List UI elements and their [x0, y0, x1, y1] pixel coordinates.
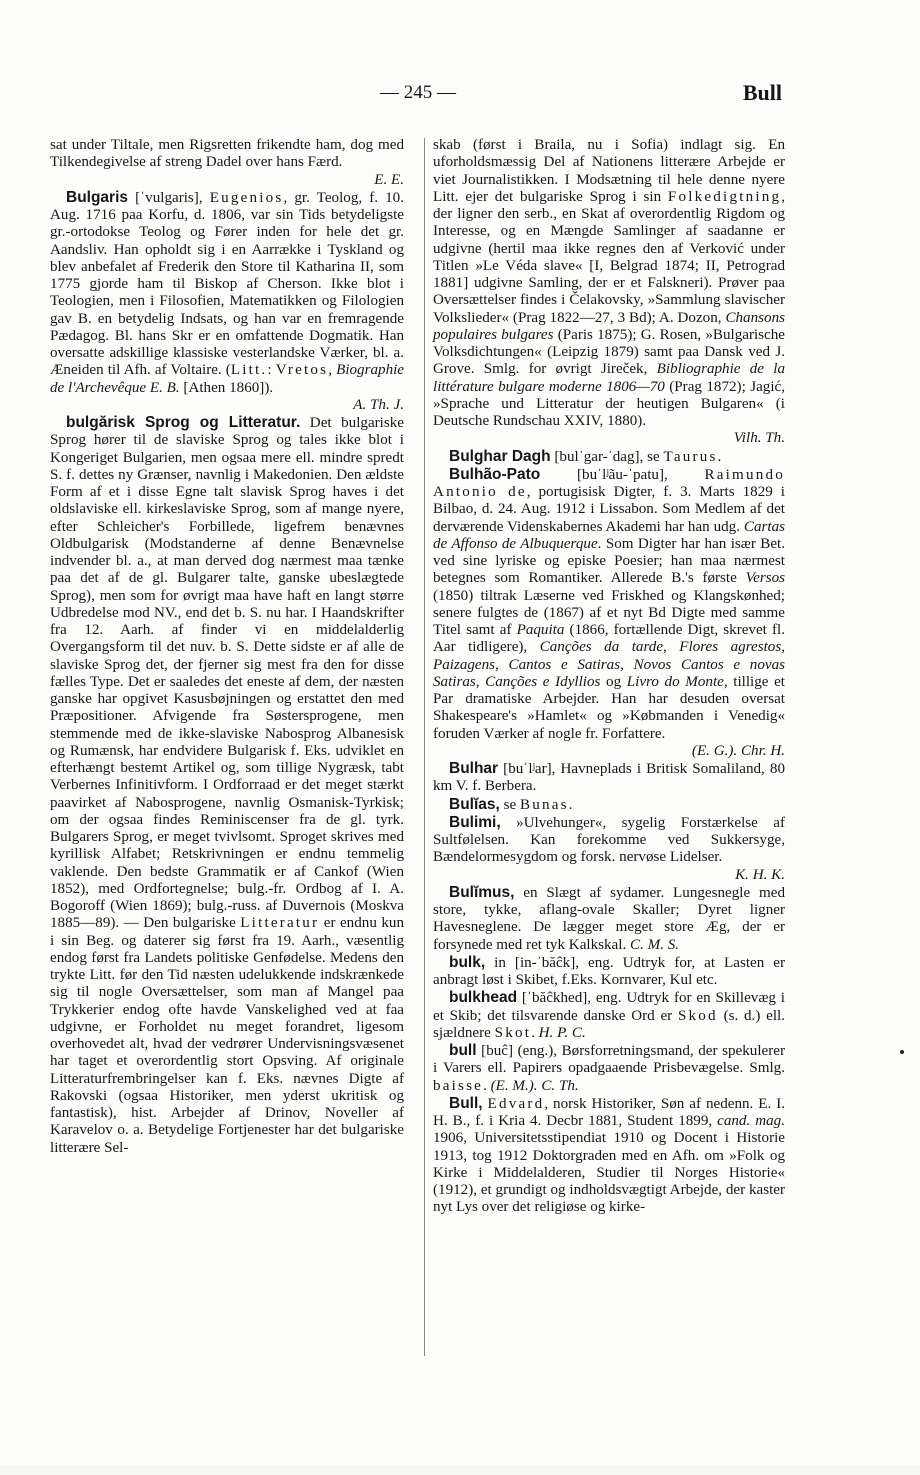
- entry-text: se: [499, 796, 520, 813]
- entry-text: 1906, Universitetsstipendiat 1910 og Docent i Historie 1913, tog 1912 Doktorgraden med en Afh. om »Folk og Kirke i Middelalderen, Studier til Norges Historie« (1912), et grundigt og indholdsvægtigt Arbejde, der kaster nyt Lys over det religiøse og kirke-: [433, 1130, 785, 1216]
- entry-bulias: [433, 796, 785, 814]
- author-signature: (E. M.). C. Th.: [490, 1077, 579, 1094]
- entry-bulkhead: [433, 989, 785, 1042]
- entry-bulhao-pato: [433, 466, 785, 760]
- author-signature: C. M. S.: [630, 936, 680, 953]
- entry-text: :: [267, 362, 276, 379]
- headword: Bulhão-Pato: [449, 465, 541, 483]
- cross-reference: Taurus: [663, 448, 718, 465]
- column-divider: [424, 138, 425, 1356]
- person-name: Edvard: [487, 1095, 545, 1112]
- headword: Bulghar Dagh: [449, 447, 551, 465]
- entry-text: er endnu kun i sin Beg. og daterer sig først fra 19. Aarh., væsentlig endog først fra Landets politiske Genfødelse. Medens den trykte Litt. før den Tid næsten udelukkende indskrænkede sig til nogle Oversættelser, som man af Mangel paa Trykkerier endog ofte havde Vanskelighed ved at faa udgivne, er Forholdet nu meget forandret, ligesom overhovedet alt, hvad der vedrører Undervisningsvæsenet har taget et overordentlig stort Opsving. Af originale Litteraturfrembringelser kan f. Eks. nævnes Digte af Rakovski (ogsaa Historiker, men yderst ukritisk og fantastisk), hist. Arbejder af Drinov, Noveller af Karavelov o. a. Betydelige Fortjenester har det bulgariske litterære Sel-: [50, 915, 404, 1156]
- entry-bull-edvard: [433, 1095, 785, 1217]
- entry-text: [buˈlʲar], Havneplads i Britisk Somaliland, 80 km V. f. Berbera.: [433, 761, 785, 795]
- pronunciation: [ˈvulgaris],: [128, 189, 210, 206]
- headword: Bulimi,: [449, 813, 501, 831]
- entry-bull-eng: [433, 1042, 785, 1095]
- headword: bulkhead: [449, 989, 518, 1007]
- cross-reference: Skod: [677, 1007, 718, 1024]
- entry-text: , portugisisk Digter, f. 3. Marts 1829 i Bilbao, d. 24. Aug. 1912 i Lissabon. Som Medlem af det derværende Videnskabernes Akademi har han udg.: [433, 484, 785, 535]
- entry-continuation: [433, 137, 785, 448]
- entry-text: en Slægt af sydamer. Lungesnegle med store, tykke, aflang-ovale Skaller; Dyret ligner Havesneglene. De lægger meget store Æg, der er forsynede med ret tyk Kalkskal.: [433, 884, 785, 953]
- page-edge: [0, 1465, 920, 1475]
- headword: Bulĭas,: [449, 795, 500, 813]
- entry-bulgarisk: [50, 414, 404, 1157]
- headword: bulk,: [449, 953, 486, 971]
- entry-text: .: [483, 1077, 491, 1094]
- entry-text: sat under Tiltale, men Rigsretten frikendte ham, dog med Tilkendegivelse af streng Dadel over hans Færd.: [50, 137, 404, 171]
- entry-text: (s. d.) ell. sjældnere: [433, 1007, 785, 1041]
- literature-label: Litt.: [230, 362, 268, 379]
- work-title: Cartas de Affonso de Albuquerque: [433, 518, 785, 552]
- entry-text: [buĉ] (eng.), Børsforretningsmand, der spekulerer i Varers ell. Papirers opadgaaende Prisbevægelse. Smlg.: [433, 1043, 785, 1077]
- author-signature: H. P. C.: [538, 1024, 586, 1041]
- headword: Bulhar: [449, 760, 499, 777]
- page-number: — 245 —: [380, 82, 456, 103]
- pronunciation: [buˈlʲãu-ˈpatu],: [540, 466, 705, 483]
- entry-bulhar: [433, 760, 785, 796]
- entry-text: »Ulvehunger«, sygelig Forstærkelse af Sultfølelsen. Kan forekomme ved Sukkersyge, Bændelormesygdom og forsk. nervøse Lidelser.: [433, 814, 785, 866]
- entry-bulgaris: [50, 189, 404, 414]
- headword: Bulgaris: [66, 188, 129, 206]
- work-title: Biographie de l'Archevêque E. B.: [50, 362, 405, 396]
- entry-text: (Paris 1875); G. Rosen, »Bulgarische Volksdichtungen« (Leipzig 1879) samt paa Dansk ved J. Grove. Smlg. for øvrigt Jireček,: [433, 326, 785, 378]
- work-title: Canções da tarde, Flores agrestos, Paizagens, Cantos e Satiras, Novos Cantos e novas Satiras, Canções e Idyllios: [433, 639, 785, 690]
- entry-text: og: [600, 673, 627, 690]
- entry-text: Det bulgariske Sprog hører til de slaviske Sprog og tales ikke blot i Kongeriget Bulgarien, men ogsaa mere ell. mindre spredt S. f. dettes ny Grænser, navnlig i Makedonien. Den ældste Form af et i disse Egne talt slavisk Sprog haves i det oldslaviske ell. kirkeslaviske Sprog, som af mange nyere, efter Schleicher's Forbillede, ligefrem benævnes Oldbulgarisk (Modstanderne af denne Benævnelse indvender bl. a., at man derved dog nærmest maa tænke paa det af de gl. Bulgarer talte, ganske ubeslægtede Sprog), men som for øvrigt maa have haft en langt større Udbredelse mod NV., end det b. S. nu har. I Haandskrifter fra 12. Aarh. af finder vi en middelalderlig Overgangsform til det nuv. b. S. Dette sidste er af alle de slaviske Sprog det, der fjerner sig mest fra den for disse fælles Type. Det er saaledes det eneste af dem, der næsten ganske har opgivet Kasusbøjningen og erstattet den med Præpositioner. Afvigende fra Søstersprogene, men stemmende med de ikke-slaviske Nabosprog Albanesisk og Rumænsk, har endvidere Bulgarisk f. Eks. udviklet en efterhængt bestemt Artikel og, som tillige Nygræsk, tabt Verbernes Infinitivform. I Ordforraad er det meget stærkt paavirket af Nabosprogene, navnlig Osmanisk-Tyrkisk; om der ogsaa findes Reminiscenser fra de gl. tyrk. Bulgarers Sprog, er meget tvivlsomt. Sproget skrives med kyrillisk Alfabet; Retskrivningen er endnu temmelig vaklende. Den bedste Grammatik er af Cankof (Wien 1852), med Ordfortegnelse; bulg.-fr. Ordbog af I. A. Bogoroff (Wien 1869); bulg.-russ. af Duvernois (Moskva 1885—89). — Den bulgariske: [50, 415, 404, 932]
- headword: bulgărisk Sprog og Litteratur.: [66, 414, 301, 431]
- cross-reference: Bunas: [519, 796, 569, 813]
- headword: bull: [449, 1042, 477, 1059]
- author-signature: (E. G.). Chr. H.: [691, 742, 785, 759]
- headword: Bulĭmus,: [449, 883, 515, 901]
- author-signature: E. E.: [374, 171, 404, 188]
- spaced-term: Litteratur: [240, 915, 320, 932]
- entry-bulghar-dagh: [433, 448, 785, 466]
- cross-reference: baisse: [433, 1077, 484, 1094]
- entry-text: , tillige et Par dramatiske Arbejder. Han har desuden oversat Shakespeare's »Hamlet« og »Købmanden i Venedig« foruden Værker af nogle fr. Forfattere.: [433, 673, 785, 742]
- cross-reference: Skot: [494, 1024, 532, 1041]
- entry-text: , norsk Historiker, Søn af nedenn. E. I. H. B., f. i Kria 4. Decbr 1881, Student 1899,: [433, 1095, 785, 1129]
- entry-text: [ˈbăĉkhed], eng. Udtryk for en Skillevæg i et Skib; det tilsvarende danske Ord er: [433, 990, 785, 1024]
- work-title: Versos: [745, 570, 785, 587]
- entry-text: ,: [328, 362, 337, 379]
- entry-text: , der ligner den serb., en Skat af overordentlig Rigdom og Interesse, og en Mængde Samlinger af saadanne er udgivne (hertil maa ikke regnes den af Verković under Titlen »Le Véda slave« [I, Belgrad 1874; II, Petrograd 1881] udgivne Samling, der er et Falskneri). Prøver paa Oversættelser findes i Čelakovsky, »Sammlung slavischer Volkslieder« (Prag 1822—27, 3 Bd); A. Dozon,: [433, 188, 785, 326]
- left-column: [50, 137, 404, 1157]
- person-name: Eugenios: [209, 189, 284, 206]
- scan-speck: [900, 1050, 904, 1054]
- entry-text: skab (først i Braila, nu i Sofia) indlagt sig. En uforholdsmæssig Del af Nationens litterære Arbejde er viet Journalistikken. I Modsætning til hele denne nyere Litt. ejer det bulgariske Sprog i sin: [433, 137, 785, 205]
- entry-text: . Som Digter har han især Bet. ved sine lyriske og episke Poesier; han maa nærmest betegnes som Romantiker. Allerede B.'s første: [433, 535, 785, 587]
- entry-text: .: [717, 448, 722, 465]
- author-signature: K. H. K.: [735, 866, 785, 883]
- entry-text: (1850) tiltrak Læserne ved Friskhed og Klangskønhed; senere fulgtes de (1867) af et nyt Bd Digte med samme Titel samt af: [433, 587, 785, 638]
- entry-bulimus: [433, 884, 785, 954]
- work-title: Paquita: [516, 622, 565, 638]
- author-signature: Vilh. Th.: [733, 430, 785, 447]
- work-title: Bibliographie de la littérature bulgare moderne 1806—70: [433, 361, 785, 395]
- entry-text: [Athen 1860]).: [179, 379, 274, 396]
- entry-text: , gr. Teolog, f. 10. Aug. 1716 paa Korfu, d. 1806, var sin Tids betydeligste gr.-ortodokse Teolog og Fører inden for hele det gr. Aandsliv. Han opholdt sig i en Aarrække i Tyskland og blev anbefalet af Frederik den Store til Katharina II, som 1775 gjorde ham til Biskop af Cherson. Ikke blot i Teologien, men i Filosofien, Matematikken og Filologien gav B. en betydelig Indsats, og han var en fremragende Pædagog. Bl. hans Skr er en omfattende Dogmatik. Han oversatte adskillige klassiske vesterlandske Værker, bl. a. Æneiden til Afh. af Voltaire. (: [50, 189, 404, 379]
- entry-text: .: [568, 796, 573, 813]
- person-name: Raimundo Antonio de: [433, 466, 785, 500]
- running-head: Bull: [742, 80, 782, 105]
- page-header: [0, 82, 920, 112]
- headword: Bull,: [449, 1094, 483, 1112]
- entry-continuation: [50, 137, 404, 189]
- entry-text: in [in-ˈbăĉk], eng. Udtryk for, at Lasten er anbragt løst i Skibet, f.Eks. Kornvarer, Kul etc.: [433, 954, 785, 988]
- degree-title: cand. mag.: [717, 1113, 786, 1129]
- spaced-term: Folkedigtning: [667, 188, 782, 205]
- work-title: Livro do Monte: [626, 673, 724, 690]
- right-column: [433, 137, 785, 1217]
- author-name: Vretos: [275, 362, 329, 379]
- pronunciation: [bulˈgar-ˈdag], se: [550, 448, 664, 465]
- author-signature: A. Th. J.: [353, 396, 404, 413]
- entry-text: (1866, fortællende Digt, skrevet fl. Aar tidligere),: [433, 622, 785, 656]
- entry-text: (Prag 1872); Jagić, »Sprache und Litteratur der heutigen Bulgaren« (i Deutsche Rundschau XXIV, 1880).: [433, 378, 785, 429]
- entry-bulk: [433, 954, 785, 990]
- entry-text: .: [531, 1024, 539, 1041]
- entry-bulimi: [433, 814, 785, 884]
- work-title: Chansons populaires bulgares: [433, 309, 785, 343]
